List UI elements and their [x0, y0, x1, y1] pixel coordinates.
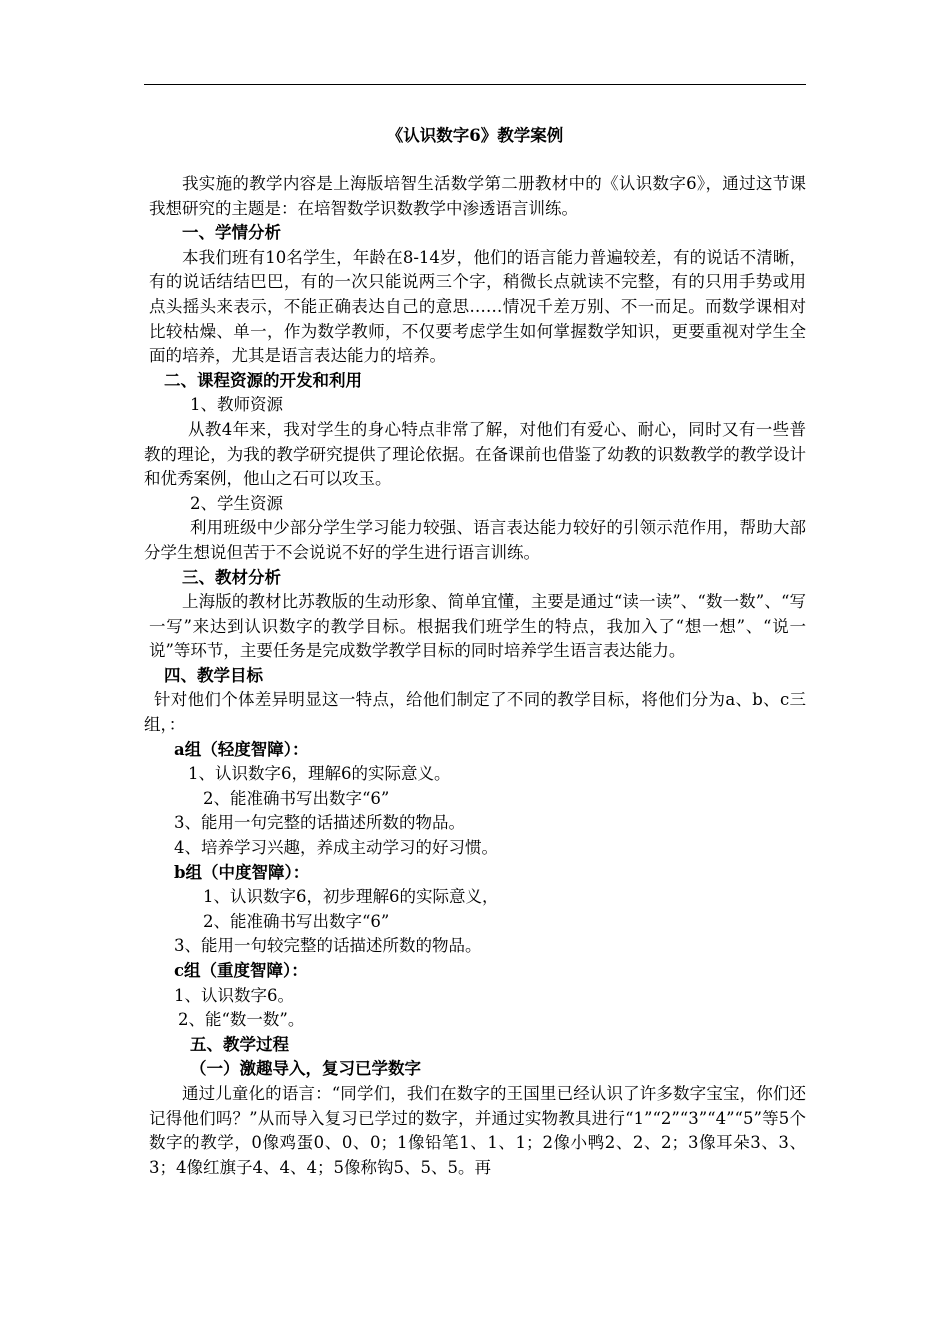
section-text-3: 上海版的教材比苏教版的生动形象、简单宜懂，主要是通过“读一读”、“数一数”、“写一写”来达到认识数字的教学目标。根据我们班学生的特点，我加入了“想一想”、“说一说”等环节，主要任务是完成数学教学目标的同时培养学生语言表达能力。: [149, 592, 806, 661]
section-text-4: 针对他们个体差异明显这一特点，给他们制定了不同的教学目标，将他们分为a、b、c三组，：: [144, 690, 806, 735]
document-page: [144, 100, 806, 1180]
group-a-item: 2、能准确书写出数字“6”: [203, 788, 390, 808]
group-c-heading: c组（重度智障）：: [174, 961, 308, 980]
section-heading-2: 二、课程资源的开发和利用: [164, 370, 362, 390]
group-a-item: 3、能用一句完整的话描述所数的物品。: [174, 813, 465, 833]
group-a-heading: a组（轻度智障）：: [174, 739, 309, 759]
section-heading-5: 五、教学过程: [190, 1034, 289, 1054]
section-text-5: 通过儿童化的语言：“同学们，我们在数字的王国里已经认识了许多数字宝宝，你们还记得他们吗？”从而导入复习已学过的数字，并通过实物教具进行“1”“2”“3”“4”“5”等5个数字的教学，0像鸡蛋0、0、0；1像铅笔1、1、1；2像小鸭2、2、2；3像耳朵3、3、3；4像红旗子4、4、4；5像称钩5、5、5。再: [149, 1083, 806, 1177]
subheading-teacher-resource: 1、教师资源: [190, 395, 283, 415]
group-a-item: 1、认识数字6，理解6的实际意义。: [188, 764, 451, 784]
subheading-student-resource: 2、学生资源: [190, 493, 283, 513]
group-c-item: 1、认识数字6。: [174, 985, 294, 1005]
group-b-heading: b组（中度智障）：: [174, 862, 310, 882]
header-rule: [144, 84, 806, 85]
group-b-item: 3、能用一句较完整的话描述所数的物品。: [174, 936, 482, 956]
section-heading-3: 三、教材分析: [182, 567, 281, 587]
subheading-warmup: （一）激趣导入，复习已学数字: [190, 1059, 421, 1079]
group-b-item: 2、能准确书写出数字“6”: [203, 911, 390, 931]
intro-paragraph: 我实施的教学内容是上海版培智生活数学第二册教材中的《认识数字6》，通过这节课我想研究的主题是：在培智数学识数教学中渗透语言训练。: [149, 174, 806, 218]
document-title: 《认识数字6》教学案例: [386, 126, 564, 145]
section-heading-4: 四、教学目标: [164, 665, 263, 685]
section-text-2b: 利用班级中少部分学生学习能力较强、语言表达能力较好的引领示范作用，帮助大部分学生想说但苦于不会说说不好的学生进行语言训练。: [144, 518, 806, 562]
group-b-item: 1、认识数字6，初步理解6的实际意义，: [203, 887, 499, 907]
section-heading-1: 一、学情分析: [182, 223, 281, 243]
section-text-1: 本我们班有10名学生，年龄在8-14岁，他们的语言能力普遍较差，有的说话不清晰，有的说话结结巴巴，有的一次只能说两三个字，稍微长点就读不完整，有的只用手势或用点头摇头来表示，不能正确表达自己的意思……情况千差万别、不一而足。而数学课相对比较枯燥、单一，作为数学教师，不仅要考虑学生如何掌握数学知识，更要重视对学生全面的培养，尤其是语言表达能力的培养。: [149, 247, 806, 366]
section-text-2a: 从教4年来，我对学生的身心特点非常了解，对他们有爱心、耐心，同时又有一些普教的理论，为我的教学研究提供了理论依据。在备课前也借鉴了幼教的识数教学的教学设计和优秀案例，他山之石可以攻玉。: [144, 419, 806, 489]
group-c-item: 2、能“数一数”。: [178, 1010, 305, 1030]
group-a-item: 4、培养学习兴趣，养成主动学习的好习惯。: [174, 838, 498, 858]
